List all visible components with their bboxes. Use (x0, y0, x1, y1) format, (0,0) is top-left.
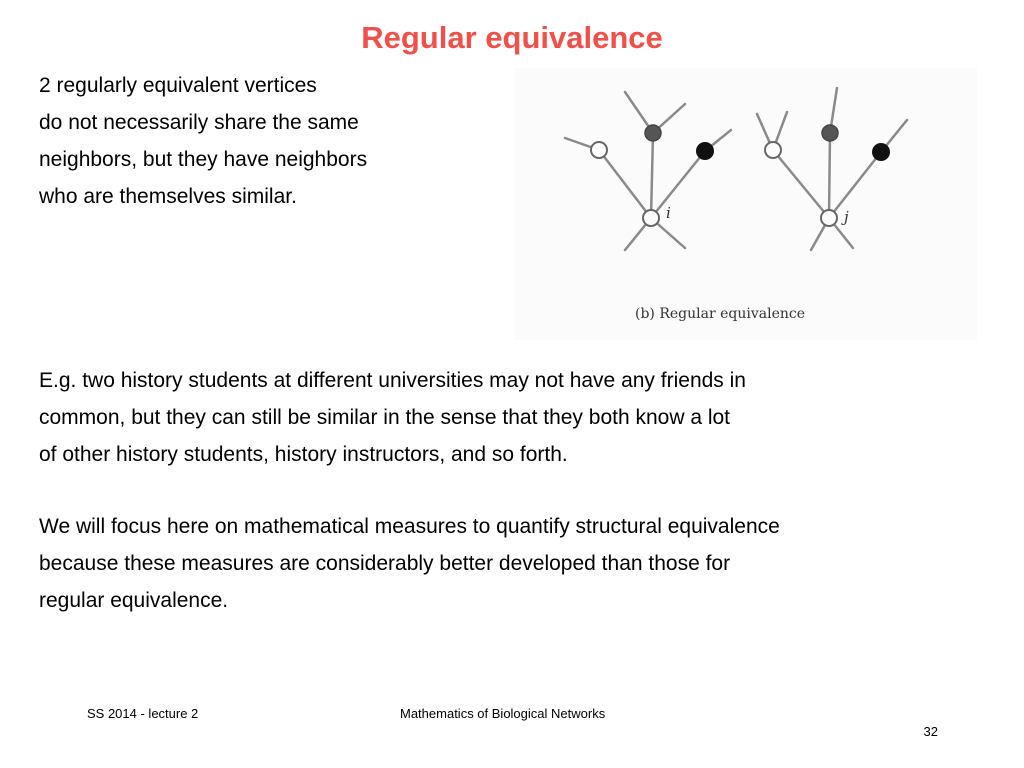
edge (773, 150, 829, 218)
page-number: 32 (923, 724, 938, 739)
vertex-j (821, 210, 837, 226)
edge (651, 151, 705, 218)
edge (651, 133, 653, 218)
vertex-i (643, 210, 659, 226)
regular-equivalence-diagram (515, 68, 977, 340)
footer-course: SS 2014 - lecture 2 (87, 706, 199, 721)
footer-title: Mathematics of Biological Networks (400, 706, 606, 721)
edge (829, 133, 830, 218)
slide-title: Regular equivalence (361, 20, 663, 55)
intro-text: 2 regularly equivalent vertices do not necessarily share the same neighbors, but they have neighbors who are themselves similar. (39, 74, 368, 208)
regular-equivalence-figure (515, 68, 977, 340)
gray-vertex (822, 125, 838, 141)
open-vertex (765, 142, 781, 158)
vertex-j-label: j (844, 208, 849, 226)
vertex-i-label: i (666, 204, 671, 222)
black-vertex (696, 142, 714, 160)
gray-vertex (645, 125, 661, 141)
edge (599, 150, 651, 218)
open-vertex (591, 142, 607, 158)
example-text: E.g. two history students at different universities may not have any friends in common, but they can still be similar in the sense that they both know a lot of other history students, history instructors, and so forth. (39, 369, 746, 466)
focus-text: We will focus here on mathematical measures to quantify structural equivalence because these measures are considerably better developed than those for regular equivalence. (39, 515, 780, 612)
figure-caption: (b) Regular equivalence (635, 306, 806, 322)
edge (829, 152, 881, 218)
black-vertex (872, 143, 890, 161)
